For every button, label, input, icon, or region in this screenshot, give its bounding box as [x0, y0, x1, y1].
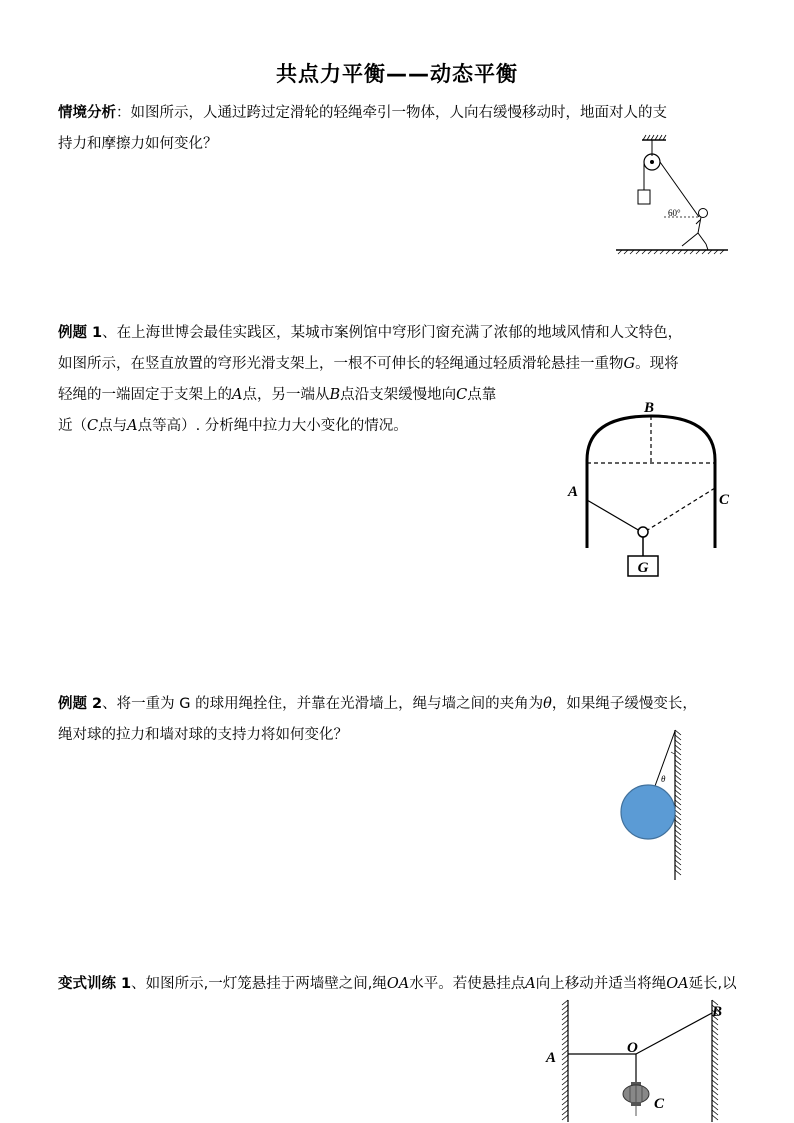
example1-text-line4a: 近（ — [58, 418, 87, 434]
scenario-paragraph — [58, 98, 667, 160]
scenario-text-line2: 持力和摩擦力如何变化？ — [58, 136, 218, 152]
example1-var-a2: A — [127, 418, 138, 434]
lantern-figure — [540, 998, 740, 1123]
point-label-c: C — [654, 1096, 665, 1112]
example1-text-line3d: 点靠 — [467, 387, 497, 403]
example1-text-line3b: 点，另一端从 — [242, 387, 330, 403]
scenario-text-line1: ：如图所示，人通过跨过定滑轮的轻绳牵引一物体，人向右缓慢移动时，地面对人的支 — [116, 105, 667, 121]
variant1-var-oa2: OA — [666, 976, 689, 992]
example1-text-line3a: 轻绳的一端固定于支架上的 — [58, 387, 232, 403]
example1-text-line1: 、在上海世博会最佳实践区，某城市案例馆中穹形门窗充满了浓郁的地域风情和人文特色， — [102, 325, 683, 341]
example1-text-line2: 如图所示，在竖直放置的穹形光滑支架上，一根不可伸长的轻绳通过轻质滑轮悬挂一重物 — [58, 356, 624, 372]
example1-var-b: B — [329, 387, 341, 403]
point-label-o: O — [627, 1040, 638, 1056]
example2-paragraph — [58, 689, 697, 751]
ball-wall-figure — [615, 728, 695, 883]
ball — [621, 785, 675, 839]
variant1-var-a: A — [525, 976, 536, 992]
variant1-text-line1d: 延长,以 — [688, 976, 737, 992]
example2-var-theta: θ — [543, 696, 552, 712]
point-label-c: C — [719, 492, 730, 508]
example2-text-line1a: 、将一重为 G 的球用绳拴住，并靠在光滑墙上，绳与墙之间的夹角为 — [102, 696, 544, 712]
example2-label: 例题 2 — [58, 696, 103, 712]
weight-label-g: G — [637, 560, 649, 576]
example1-text-line3c: 点沿支架缓慢地向 — [340, 387, 457, 403]
page-title: 共点力平衡——动态平衡 — [276, 62, 518, 86]
variant1-text-line1a: 、如图所示,一灯笼悬挂于两墙壁之间,绳 — [131, 976, 387, 992]
example1-text-line4b: 点与 — [98, 418, 128, 434]
example1-text-line4c: 点等高）. 分析绳中拉力大小变化的情况。 — [137, 418, 408, 434]
example1-var-a: A — [232, 387, 243, 403]
example2-text-line2: 绳对球的拉力和墙对球的支持力将如何变化？ — [58, 727, 348, 743]
example1-var-g: G — [623, 356, 636, 372]
example1-var-c: C — [456, 387, 468, 403]
theta-label: θ — [661, 774, 666, 784]
pulley-person-figure — [612, 134, 732, 259]
example1-label: 例题 1 — [58, 325, 103, 341]
point-label-b: B — [712, 1004, 723, 1020]
example1-var-c2: C — [87, 418, 99, 434]
variant1-var-oa: OA — [386, 976, 410, 992]
arch-pulley-figure — [560, 396, 740, 581]
variant1-label: 变式训练 1 — [58, 976, 132, 992]
angle-label: 60° — [668, 208, 681, 218]
variant1-paragraph — [58, 969, 737, 1000]
variant1-text-line1c: 向上移动并适当将绳 — [535, 976, 667, 992]
variant1-text-line1b: 水平。若使悬挂点 — [409, 976, 526, 992]
scenario-label: 情境分析 — [58, 105, 116, 121]
point-label-b: B — [643, 400, 655, 416]
point-label-a: A — [546, 1050, 557, 1066]
point-label-a: A — [568, 484, 579, 500]
example1-text-line2-end: 。现将 — [635, 356, 679, 372]
example2-text-line1b: ，如果绳子缓慢变长， — [551, 696, 697, 712]
